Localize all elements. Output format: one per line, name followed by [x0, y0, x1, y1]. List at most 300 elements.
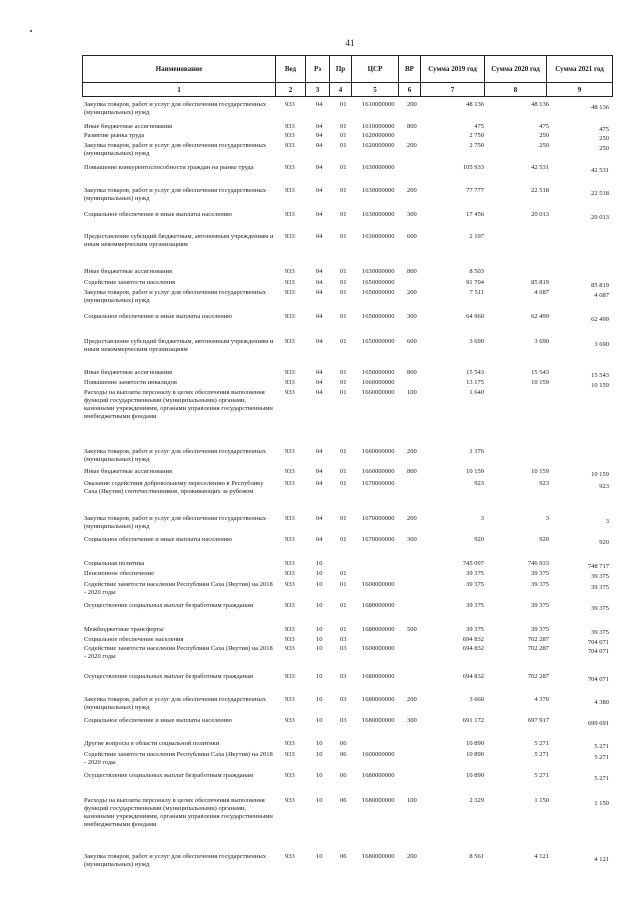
row-csr: 1650000000: [362, 369, 395, 376]
row-csr: 1600000000: [362, 581, 395, 588]
row-csr: 1610000000: [362, 101, 395, 108]
row-csr: 1660000000: [362, 468, 395, 475]
row-sum-2021: 920: [599, 539, 609, 546]
row-sum-2019: 39 375: [466, 581, 484, 588]
row-ved: 933: [285, 853, 295, 860]
row-sum-2020: 10 159: [531, 379, 549, 386]
row-pr: 06: [340, 797, 347, 804]
row-csr: 1680000000: [362, 696, 395, 703]
row-rz: 04: [316, 101, 323, 108]
row-sum-2020: 923: [539, 480, 549, 487]
row-ved: 933: [285, 673, 295, 680]
row-csr: 1680000000: [362, 797, 395, 804]
row-name: Закупка товаров, работ и услуг для обеспечения государственных (муниципальных) нужд: [84, 142, 267, 157]
row-pr: 01: [340, 233, 347, 240]
row-csr: 1670000000: [362, 515, 395, 522]
row-name: Предоставление субсидий бюджетным, автономным учреждениям и иным некоммерческим организациям: [84, 338, 274, 353]
row-sum-2020: 3 690: [534, 338, 549, 345]
row-sum-2019: 8 561: [469, 853, 484, 860]
row-sum-2019: 694 832: [462, 673, 484, 680]
row-ved: 933: [285, 536, 295, 543]
row-rz: 10: [316, 560, 323, 567]
row-ved: 933: [285, 389, 295, 396]
row-rz: 10: [316, 772, 323, 779]
row-sum-2021: 4 121: [594, 856, 609, 863]
row-sum-2020: 10 159: [531, 468, 549, 475]
row-rz: 10: [316, 853, 323, 860]
row-sum-2021: 5 271: [594, 743, 609, 750]
row-sum-2020: 48 136: [531, 101, 549, 108]
row-sum-2019: 48 136: [466, 101, 484, 108]
row-csr: 1650000000: [362, 289, 395, 296]
row-rz: 04: [316, 289, 323, 296]
row-csr: 1660000000: [362, 448, 395, 455]
row-rz: 10: [316, 696, 323, 703]
row-rz: 04: [316, 468, 323, 475]
row-sum-2021: 20 013: [591, 214, 609, 221]
row-sum-2020: 42 531: [531, 164, 549, 171]
row-rz: 04: [316, 211, 323, 218]
row-sum-2019: 8 503: [469, 268, 484, 275]
row-pr: 06: [340, 751, 347, 758]
row-vr: 600: [407, 338, 417, 345]
row-sum-2020: 39 375: [531, 570, 549, 577]
row-pr: 01: [340, 570, 347, 577]
row-vr: 800: [407, 369, 417, 376]
row-vr: 200: [407, 448, 417, 455]
row-pr: 01: [340, 389, 347, 396]
row-pr: 01: [340, 515, 347, 522]
row-name: Межбюджетные трансферты: [84, 626, 164, 633]
row-ved: 933: [285, 233, 295, 240]
row-sum-2020: 39 375: [531, 602, 549, 609]
row-ved: 933: [285, 696, 295, 703]
row-ved: 933: [285, 313, 295, 320]
row-csr: 1600000000: [362, 751, 395, 758]
row-rz: 10: [316, 717, 323, 724]
row-rz: 10: [316, 797, 323, 804]
row-sum-2020: 39 375: [531, 626, 549, 633]
row-name: Содействие занятости населения Республики Саха (Якутия) на 2018 - 2020 годы: [84, 581, 273, 596]
row-ved: 933: [285, 268, 295, 275]
row-sum-2020: 702 287: [527, 645, 549, 652]
row-rz: 04: [316, 123, 323, 130]
row-rz: 04: [316, 187, 323, 194]
row-csr: 1680000000: [362, 853, 395, 860]
row-sum-2021: 48 136: [591, 104, 609, 111]
row-sum-2021: 704 071: [587, 676, 609, 683]
header-vr: ВР: [399, 56, 421, 83]
row-sum-2021: 250: [599, 145, 609, 152]
row-name: Осуществление социальных выплат безработным гражданам: [84, 673, 254, 680]
row-ved: 933: [285, 480, 295, 487]
row-pr: 01: [340, 123, 347, 130]
row-sum-2020: 697 917: [527, 717, 549, 724]
row-ved: 933: [285, 636, 295, 643]
row-sum-2021: 699 691: [587, 720, 609, 727]
row-pr: 01: [340, 369, 347, 376]
row-name: Закупка товаров, работ и услуг для обеспечения государственных (муниципальных) нужд: [84, 101, 267, 116]
row-rz: 04: [316, 313, 323, 320]
row-ved: 933: [285, 379, 295, 386]
page-number: 41: [345, 38, 355, 48]
row-sum-2020: 15 543: [531, 369, 549, 376]
row-vr: 500: [407, 626, 417, 633]
row-sum-2021: 475: [599, 126, 609, 133]
row-ved: 933: [285, 751, 295, 758]
row-sum-2019: 13 175: [466, 379, 484, 386]
row-vr: 300: [407, 536, 417, 543]
row-ved: 933: [285, 187, 295, 194]
row-sum-2020: 702 287: [527, 673, 549, 680]
row-sum-2019: 10 890: [466, 740, 484, 747]
row-sum-2021: 4 380: [594, 699, 609, 706]
row-sum-2019: 3: [480, 515, 484, 522]
row-sum-2019: 1 376: [469, 448, 484, 455]
row-name: Содействие занятости населения: [84, 279, 176, 286]
row-ved: 933: [285, 101, 295, 108]
row-sum-2019: 17 456: [466, 211, 484, 218]
row-ved: 933: [285, 211, 295, 218]
row-vr: 200: [407, 289, 417, 296]
row-name: Иные бюджетные ассигнования: [84, 369, 173, 376]
row-pr: 03: [340, 717, 347, 724]
row-sum-2020: 20 013: [531, 211, 549, 218]
row-ved: 933: [285, 645, 295, 652]
row-ved: 933: [285, 369, 295, 376]
row-sum-2019: 7 511: [469, 289, 484, 296]
row-sum-2020: 4 121: [534, 853, 549, 860]
row-name: Иные бюджетные ассигнования: [84, 123, 173, 130]
header-ved: Вед: [276, 56, 306, 83]
row-pr: 01: [340, 211, 347, 218]
row-sum-2019: 2 750: [469, 142, 484, 149]
row-sum-2020: 920: [539, 536, 549, 543]
row-sum-2021: 10 159: [591, 471, 609, 478]
row-pr: 01: [340, 101, 347, 108]
row-ved: 933: [285, 570, 295, 577]
row-rz: 04: [316, 142, 323, 149]
row-vr: 800: [407, 123, 417, 130]
row-sum-2021: 748 717: [587, 563, 609, 570]
row-pr: 01: [340, 338, 347, 345]
col-number: 1: [83, 83, 276, 97]
row-name: Расходы на выплаты персоналу в целях обеспечения выполнения функций государственными (муниципальными) органами, казенными учреждениями, органами управления государственными внебюджетными фондами: [84, 389, 273, 420]
row-sum-2020: 746 933: [527, 560, 549, 567]
col-number: 8: [485, 83, 547, 97]
row-pr: 01: [340, 581, 347, 588]
header-sum-2021: Сумма 2021 год: [547, 56, 613, 83]
row-csr: 1680000000: [362, 772, 395, 779]
row-ved: 933: [285, 468, 295, 475]
col-number: 2: [276, 83, 306, 97]
col-number: 9: [547, 83, 613, 97]
row-rz: 04: [316, 268, 323, 275]
row-csr: 1650000000: [362, 338, 395, 345]
row-pr: 03: [340, 645, 347, 652]
row-sum-2021: 704 071: [587, 639, 609, 646]
row-ved: 933: [285, 740, 295, 747]
row-sum-2019: 10 890: [466, 751, 484, 758]
row-sum-2021: 39 375: [591, 584, 609, 591]
row-name: Содействие занятости населения Республики Саха (Якутия) на 2018 - 2020 годы: [84, 645, 273, 660]
row-name: Социальное обеспечение и иные выплаты населению: [84, 717, 233, 724]
row-sum-2019: 2 329: [469, 797, 484, 804]
row-csr: 1610000000: [362, 123, 395, 130]
row-rz: 10: [316, 645, 323, 652]
row-name: Закупка товаров, работ и услуг для обеспечения государственных (муниципальных) нужд: [84, 696, 267, 711]
row-sum-2019: 39 375: [466, 570, 484, 577]
row-ved: 933: [285, 338, 295, 345]
row-name: Иные бюджетные ассигнования: [84, 468, 173, 475]
row-sum-2021: 85 819: [591, 282, 609, 289]
col-number: 4: [330, 83, 352, 97]
row-csr: 1630000000: [362, 187, 395, 194]
row-rz: 04: [316, 279, 323, 286]
row-csr: 1660000000: [362, 379, 395, 386]
row-name: Повышение занятости инвалидов: [84, 379, 177, 386]
row-pr: 03: [340, 636, 347, 643]
row-sum-2021: 39 375: [591, 573, 609, 580]
row-name: Иные бюджетные ассигнования: [84, 268, 173, 275]
row-sum-2020: 22 518: [531, 187, 549, 194]
row-csr: 1630000000: [362, 211, 395, 218]
col-number: 3: [306, 83, 330, 97]
header-name: Наименование: [83, 56, 276, 83]
row-sum-2020: 475: [539, 123, 549, 130]
row-pr: 01: [340, 279, 347, 286]
row-name: Социальное обеспечение и иные выплаты населению: [84, 536, 233, 543]
row-sum-2020: 39 375: [531, 581, 549, 588]
row-name: Социальное обеспечение населения: [84, 636, 184, 643]
row-csr: 1680000000: [362, 626, 395, 633]
header-rz: Рз: [306, 56, 330, 83]
row-ved: 933: [285, 142, 295, 149]
row-sum-2019: 91 704: [466, 279, 484, 286]
row-sum-2020: 5 271: [534, 772, 549, 779]
row-vr: 300: [407, 717, 417, 724]
row-name: Предоставление субсидий бюджетным, автономным учреждениям и иным некоммерческим организациям: [84, 233, 274, 248]
row-sum-2019: 694 832: [462, 636, 484, 643]
row-sum-2019: 39 375: [466, 626, 484, 633]
row-name: Социальное обеспечение и иные выплаты населению: [84, 211, 233, 218]
row-rz: 04: [316, 379, 323, 386]
row-sum-2020: 5 271: [534, 740, 549, 747]
col-number: 6: [399, 83, 421, 97]
row-vr: 100: [407, 389, 417, 396]
row-vr: 200: [407, 696, 417, 703]
row-sum-2019: 105 933: [462, 164, 484, 171]
row-csr: 1630000000: [362, 233, 395, 240]
row-name: Содействие занятости населения Республики Саха (Якутия) на 2018 - 2020 годы: [84, 751, 273, 766]
row-pr: 01: [340, 468, 347, 475]
row-name: Закупка товаров, работ и услуг для обеспечения государственных (муниципальных) нужд: [84, 853, 267, 868]
row-rz: 04: [316, 132, 323, 139]
row-vr: 800: [407, 468, 417, 475]
row-sum-2019: 10 159: [466, 468, 484, 475]
row-vr: 800: [407, 268, 417, 275]
row-rz: 10: [316, 602, 323, 609]
row-rz: 10: [316, 581, 323, 588]
row-sum-2019: 2 197: [469, 233, 484, 240]
row-sum-2019: 3 690: [469, 338, 484, 345]
row-vr: 200: [407, 515, 417, 522]
row-sum-2021: 250: [599, 135, 609, 142]
row-vr: 300: [407, 313, 417, 320]
row-pr: 01: [340, 132, 347, 139]
row-sum-2021: 42 531: [591, 167, 609, 174]
row-sum-2021: 1 150: [594, 800, 609, 807]
row-csr: 1630000000: [362, 268, 395, 275]
row-sum-2021: 4 087: [594, 292, 609, 299]
row-sum-2020: 5 271: [534, 751, 549, 758]
row-ved: 933: [285, 772, 295, 779]
row-ved: 933: [285, 560, 295, 567]
row-csr: 1620000000: [362, 142, 395, 149]
header-csr: ЦСР: [352, 56, 399, 83]
row-ved: 933: [285, 132, 295, 139]
row-name: Закупка товаров, работ и услуг для обеспечения государственных (муниципальных) нужд: [84, 448, 267, 463]
row-name: Социальная политика: [84, 560, 145, 567]
row-sum-2021: 923: [599, 483, 609, 490]
row-name: Социальное обеспечение и иные выплаты населению: [84, 313, 233, 320]
row-pr: 01: [340, 379, 347, 386]
row-rz: 04: [316, 338, 323, 345]
row-pr: 06: [340, 740, 347, 747]
row-name: Осуществление социальных выплат безработным гражданам: [84, 602, 254, 609]
header-sum-2019: Сумма 2019 год: [421, 56, 485, 83]
row-rz: 10: [316, 751, 323, 758]
row-sum-2021: 704 071: [587, 648, 609, 655]
row-rz: 10: [316, 570, 323, 577]
row-sum-2020: 250: [539, 142, 549, 149]
row-csr: 1650000000: [362, 313, 395, 320]
row-csr: 1680000000: [362, 602, 395, 609]
row-rz: 04: [316, 389, 323, 396]
row-sum-2019: 475: [474, 123, 484, 130]
row-csr: 1670000000: [362, 536, 395, 543]
row-sum-2019: 691 172: [462, 717, 484, 724]
row-sum-2019: 39 375: [466, 602, 484, 609]
row-ved: 933: [285, 797, 295, 804]
row-pr: 01: [340, 313, 347, 320]
row-sum-2020: 250: [539, 132, 549, 139]
row-sum-2020: 62 499: [531, 313, 549, 320]
row-ved: 933: [285, 717, 295, 724]
row-sum-2021: 3 690: [594, 341, 609, 348]
row-name: Закупка товаров, работ и услуг для обеспечения государственных (муниципальных) нужд: [84, 515, 267, 530]
row-csr: 1680000000: [362, 673, 395, 680]
row-name: Оказание содействия добровольному переселению в Республику Саха (Якутия) соотечественников, проживающих за рубежом: [84, 480, 264, 495]
row-pr: 03: [340, 673, 347, 680]
row-sum-2021: 10 159: [591, 382, 609, 389]
row-sum-2019: 1 640: [469, 389, 484, 396]
row-rz: 04: [316, 233, 323, 240]
row-sum-2019: 745 097: [462, 560, 484, 567]
row-pr: 01: [340, 602, 347, 609]
row-ved: 933: [285, 279, 295, 286]
row-ved: 933: [285, 515, 295, 522]
row-vr: 200: [407, 142, 417, 149]
row-name: Повышение конкурентоспособности граждан на рынке труда: [84, 164, 254, 171]
col-number: 7: [421, 83, 485, 97]
row-rz: 10: [316, 636, 323, 643]
row-csr: 1660000000: [362, 389, 395, 396]
row-name: Другие вопросы в области социальной политики: [84, 740, 220, 747]
row-csr: 1670000000: [362, 480, 395, 487]
row-csr: 1630000000: [362, 164, 395, 171]
row-sum-2019: 10 890: [466, 772, 484, 779]
row-pr: 01: [340, 187, 347, 194]
row-name: Пенсионное обеспечение: [84, 570, 155, 577]
row-sum-2020: 1 150: [534, 797, 549, 804]
row-sum-2021: 22 518: [591, 190, 609, 197]
row-rz: 04: [316, 515, 323, 522]
header-sum-2020: Сумма 2020 год: [485, 56, 547, 83]
row-sum-2021: 3: [605, 518, 609, 525]
row-rz: 04: [316, 448, 323, 455]
row-pr: 03: [340, 696, 347, 703]
row-ved: 933: [285, 448, 295, 455]
row-ved: 933: [285, 602, 295, 609]
row-sum-2021: 39 375: [591, 629, 609, 636]
row-csr: 1680000000: [362, 717, 395, 724]
row-rz: 04: [316, 536, 323, 543]
row-name: Закупка товаров, работ и услуг для обеспечения государственных (муниципальных) нужд: [84, 289, 267, 304]
row-name: Закупка товаров, работ и услуг для обеспечения государственных (муниципальных) нужд: [84, 187, 267, 202]
row-pr: 01: [340, 142, 347, 149]
row-sum-2021: 15 543: [591, 372, 609, 379]
row-sum-2021: 39 375: [591, 605, 609, 612]
row-name: Развитие рынка труда: [84, 132, 145, 139]
row-pr: 01: [340, 626, 347, 633]
row-sum-2019: 694 832: [462, 645, 484, 652]
row-vr: 200: [407, 853, 417, 860]
row-rz: 10: [316, 673, 323, 680]
row-ved: 933: [285, 289, 295, 296]
row-pr: 01: [340, 448, 347, 455]
row-pr: 01: [340, 536, 347, 543]
row-rz: 04: [316, 369, 323, 376]
row-sum-2020: 4 087: [534, 289, 549, 296]
row-ved: 933: [285, 581, 295, 588]
row-rz: 10: [316, 626, 323, 633]
row-sum-2021: 5 271: [594, 775, 609, 782]
row-ved: 933: [285, 123, 295, 130]
row-vr: 100: [407, 797, 417, 804]
row-pr: 01: [340, 289, 347, 296]
header-pr: Пр: [330, 56, 352, 83]
row-rz: 04: [316, 164, 323, 171]
row-pr: 06: [340, 772, 347, 779]
row-sum-2019: 920: [474, 536, 484, 543]
row-sum-2019: 2 750: [469, 132, 484, 139]
row-csr: 1650000000: [362, 279, 395, 286]
row-pr: 01: [340, 480, 347, 487]
row-sum-2019: 15 543: [466, 369, 484, 376]
row-pr: 06: [340, 853, 347, 860]
row-rz: 10: [316, 740, 323, 747]
row-vr: 300: [407, 211, 417, 218]
row-sum-2019: 77 777: [466, 187, 484, 194]
row-sum-2021: 62 499: [591, 316, 609, 323]
col-number: 5: [352, 83, 399, 97]
row-vr: 200: [407, 187, 417, 194]
row-sum-2019: 3 660: [469, 696, 484, 703]
row-name: Расходы на выплаты персоналу в целях обеспечения выполнения функций государственными (муниципальными) органами, казенными учреждениями, органами управления государственными внебюджетными фондами: [84, 797, 273, 828]
row-sum-2019: 64 960: [466, 313, 484, 320]
row-csr: 1600000000: [362, 645, 395, 652]
